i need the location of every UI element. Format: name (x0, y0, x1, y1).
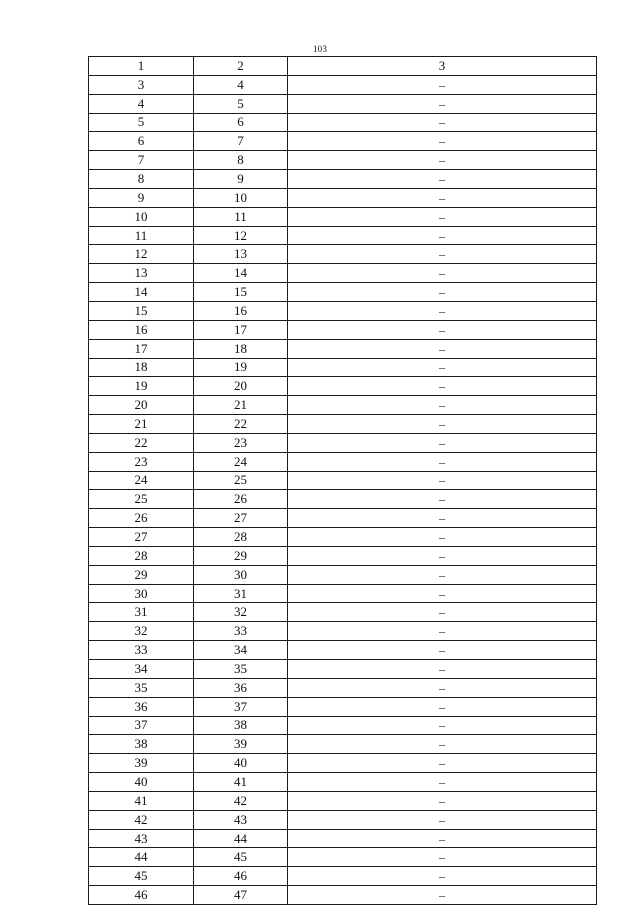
cell-col-3: – (288, 622, 597, 641)
cell-col-2: 40 (194, 754, 288, 773)
table-body (89, 57, 597, 905)
cell-col-3: – (288, 716, 597, 735)
cell-col-2: 38 (194, 716, 288, 735)
cell-col-2: 12 (194, 226, 288, 245)
cell-col-2: 21 (194, 396, 288, 415)
cell-col-2: 7 (194, 132, 288, 151)
table-row (89, 603, 597, 622)
table-row (89, 433, 597, 452)
cell-col-3: – (288, 396, 597, 415)
table-row (89, 584, 597, 603)
cell-col-1: 32 (89, 622, 194, 641)
cell-col-2: 43 (194, 810, 288, 829)
cell-col-1: 34 (89, 660, 194, 679)
cell-col-3: – (288, 113, 597, 132)
cell-col-1: 40 (89, 773, 194, 792)
cell-col-3: – (288, 433, 597, 452)
data-table-container (88, 56, 597, 905)
cell-col-2: 8 (194, 151, 288, 170)
cell-col-1: 23 (89, 452, 194, 471)
table-row (89, 452, 597, 471)
cell-col-3: – (288, 509, 597, 528)
cell-col-2: 42 (194, 791, 288, 810)
cell-col-1: 6 (89, 132, 194, 151)
cell-col-2: 37 (194, 697, 288, 716)
cell-col-1: 16 (89, 320, 194, 339)
table-row (89, 471, 597, 490)
table-header-row (89, 57, 597, 76)
cell-col-3: – (288, 773, 597, 792)
cell-col-3: – (288, 320, 597, 339)
table-row (89, 848, 597, 867)
cell-col-2: 4 (194, 75, 288, 94)
cell-col-2: 32 (194, 603, 288, 622)
cell-col-1: 3 (89, 75, 194, 94)
table-row (89, 301, 597, 320)
cell-col-3: – (288, 339, 597, 358)
table-row (89, 283, 597, 302)
cell-col-1: 14 (89, 283, 194, 302)
table-row (89, 528, 597, 547)
cell-col-2: 5 (194, 94, 288, 113)
cell-col-2: 23 (194, 433, 288, 452)
cell-col-1: 37 (89, 716, 194, 735)
cell-col-2: 9 (194, 170, 288, 189)
cell-col-2: 13 (194, 245, 288, 264)
table-row (89, 264, 597, 283)
cell-col-2: 10 (194, 188, 288, 207)
cell-col-2: 33 (194, 622, 288, 641)
cell-col-3: – (288, 151, 597, 170)
cell-col-3: – (288, 697, 597, 716)
cell-col-2: 47 (194, 886, 288, 905)
cell-col-3: – (288, 207, 597, 226)
cell-col-2: 25 (194, 471, 288, 490)
cell-col-1: 10 (89, 207, 194, 226)
table-row (89, 188, 597, 207)
table-row (89, 170, 597, 189)
cell-col-3: – (288, 188, 597, 207)
table-row (89, 754, 597, 773)
table-row (89, 678, 597, 697)
table-row (89, 697, 597, 716)
cell-col-2: 44 (194, 829, 288, 848)
table-row (89, 886, 597, 905)
cell-col-2: 30 (194, 565, 288, 584)
cell-col-3: – (288, 490, 597, 509)
table-row (89, 207, 597, 226)
table-row (89, 415, 597, 434)
cell-col-3: – (288, 546, 597, 565)
cell-col-2: 46 (194, 867, 288, 886)
table-row (89, 396, 597, 415)
cell-col-1: 31 (89, 603, 194, 622)
table-row (89, 245, 597, 264)
cell-col-1: 7 (89, 151, 194, 170)
cell-col-1: 20 (89, 396, 194, 415)
cell-col-2: 6 (194, 113, 288, 132)
table-row (89, 867, 597, 886)
header-cell-col-3: 3 (288, 57, 597, 76)
cell-col-3: – (288, 603, 597, 622)
table-row (89, 735, 597, 754)
cell-col-3: – (288, 867, 597, 886)
table-row (89, 509, 597, 528)
header-cell-col-2: 2 (194, 57, 288, 76)
cell-col-3: – (288, 471, 597, 490)
cell-col-1: 15 (89, 301, 194, 320)
header-cell-col-1: 1 (89, 57, 194, 76)
cell-col-2: 26 (194, 490, 288, 509)
cell-col-1: 11 (89, 226, 194, 245)
cell-col-3: – (288, 170, 597, 189)
cell-col-3: – (288, 810, 597, 829)
cell-col-3: – (288, 829, 597, 848)
cell-col-1: 12 (89, 245, 194, 264)
cell-col-1: 26 (89, 509, 194, 528)
table-row (89, 546, 597, 565)
cell-col-1: 44 (89, 848, 194, 867)
table-row (89, 113, 597, 132)
cell-col-1: 22 (89, 433, 194, 452)
cell-col-2: 15 (194, 283, 288, 302)
cell-col-3: – (288, 528, 597, 547)
cell-col-3: – (288, 358, 597, 377)
cell-col-3: – (288, 452, 597, 471)
cell-col-1: 13 (89, 264, 194, 283)
cell-col-3: – (288, 75, 597, 94)
cell-col-2: 36 (194, 678, 288, 697)
table-row (89, 151, 597, 170)
cell-col-2: 11 (194, 207, 288, 226)
table-row (89, 94, 597, 113)
cell-col-3: – (288, 641, 597, 660)
table-row (89, 660, 597, 679)
cell-col-1: 25 (89, 490, 194, 509)
cell-col-1: 36 (89, 697, 194, 716)
cell-col-1: 21 (89, 415, 194, 434)
cell-col-2: 39 (194, 735, 288, 754)
cell-col-3: – (288, 678, 597, 697)
table-row (89, 641, 597, 660)
table-row (89, 810, 597, 829)
cell-col-1: 35 (89, 678, 194, 697)
table-row (89, 622, 597, 641)
cell-col-3: – (288, 735, 597, 754)
cell-col-2: 16 (194, 301, 288, 320)
cell-col-3: – (288, 301, 597, 320)
cell-col-3: – (288, 264, 597, 283)
cell-col-3: – (288, 584, 597, 603)
cell-col-3: – (288, 754, 597, 773)
cell-col-3: – (288, 226, 597, 245)
cell-col-1: 42 (89, 810, 194, 829)
page-number: 103 (312, 44, 328, 54)
cell-col-1: 29 (89, 565, 194, 584)
cell-col-1: 43 (89, 829, 194, 848)
table-row (89, 377, 597, 396)
table-row (89, 132, 597, 151)
cell-col-1: 5 (89, 113, 194, 132)
cell-col-1: 38 (89, 735, 194, 754)
cell-col-3: – (288, 791, 597, 810)
table-row (89, 716, 597, 735)
cell-col-2: 18 (194, 339, 288, 358)
cell-col-1: 41 (89, 791, 194, 810)
cell-col-3: – (288, 848, 597, 867)
cell-col-1: 17 (89, 339, 194, 358)
cell-col-1: 30 (89, 584, 194, 603)
cell-col-2: 31 (194, 584, 288, 603)
data-table (88, 56, 597, 905)
cell-col-3: – (288, 283, 597, 302)
table-row (89, 339, 597, 358)
table-row (89, 320, 597, 339)
cell-col-1: 33 (89, 641, 194, 660)
cell-col-1: 4 (89, 94, 194, 113)
cell-col-1: 27 (89, 528, 194, 547)
table-row (89, 791, 597, 810)
cell-col-1: 45 (89, 867, 194, 886)
cell-col-3: – (288, 886, 597, 905)
cell-col-2: 22 (194, 415, 288, 434)
cell-col-1: 9 (89, 188, 194, 207)
cell-col-2: 28 (194, 528, 288, 547)
cell-col-3: – (288, 565, 597, 584)
cell-col-1: 19 (89, 377, 194, 396)
cell-col-1: 46 (89, 886, 194, 905)
cell-col-1: 28 (89, 546, 194, 565)
cell-col-1: 39 (89, 754, 194, 773)
cell-col-2: 41 (194, 773, 288, 792)
cell-col-2: 35 (194, 660, 288, 679)
cell-col-2: 14 (194, 264, 288, 283)
cell-col-2: 27 (194, 509, 288, 528)
cell-col-1: 8 (89, 170, 194, 189)
table-row (89, 75, 597, 94)
cell-col-2: 45 (194, 848, 288, 867)
cell-col-2: 17 (194, 320, 288, 339)
table-row (89, 565, 597, 584)
cell-col-3: – (288, 415, 597, 434)
table-row (89, 829, 597, 848)
cell-col-2: 24 (194, 452, 288, 471)
table-row (89, 490, 597, 509)
cell-col-2: 29 (194, 546, 288, 565)
table-row (89, 226, 597, 245)
cell-col-3: – (288, 377, 597, 396)
cell-col-3: – (288, 94, 597, 113)
table-row (89, 773, 597, 792)
cell-col-2: 20 (194, 377, 288, 396)
cell-col-2: 19 (194, 358, 288, 377)
table-row (89, 358, 597, 377)
cell-col-3: – (288, 245, 597, 264)
cell-col-3: – (288, 132, 597, 151)
cell-col-1: 24 (89, 471, 194, 490)
cell-col-2: 34 (194, 641, 288, 660)
cell-col-1: 18 (89, 358, 194, 377)
cell-col-3: – (288, 660, 597, 679)
